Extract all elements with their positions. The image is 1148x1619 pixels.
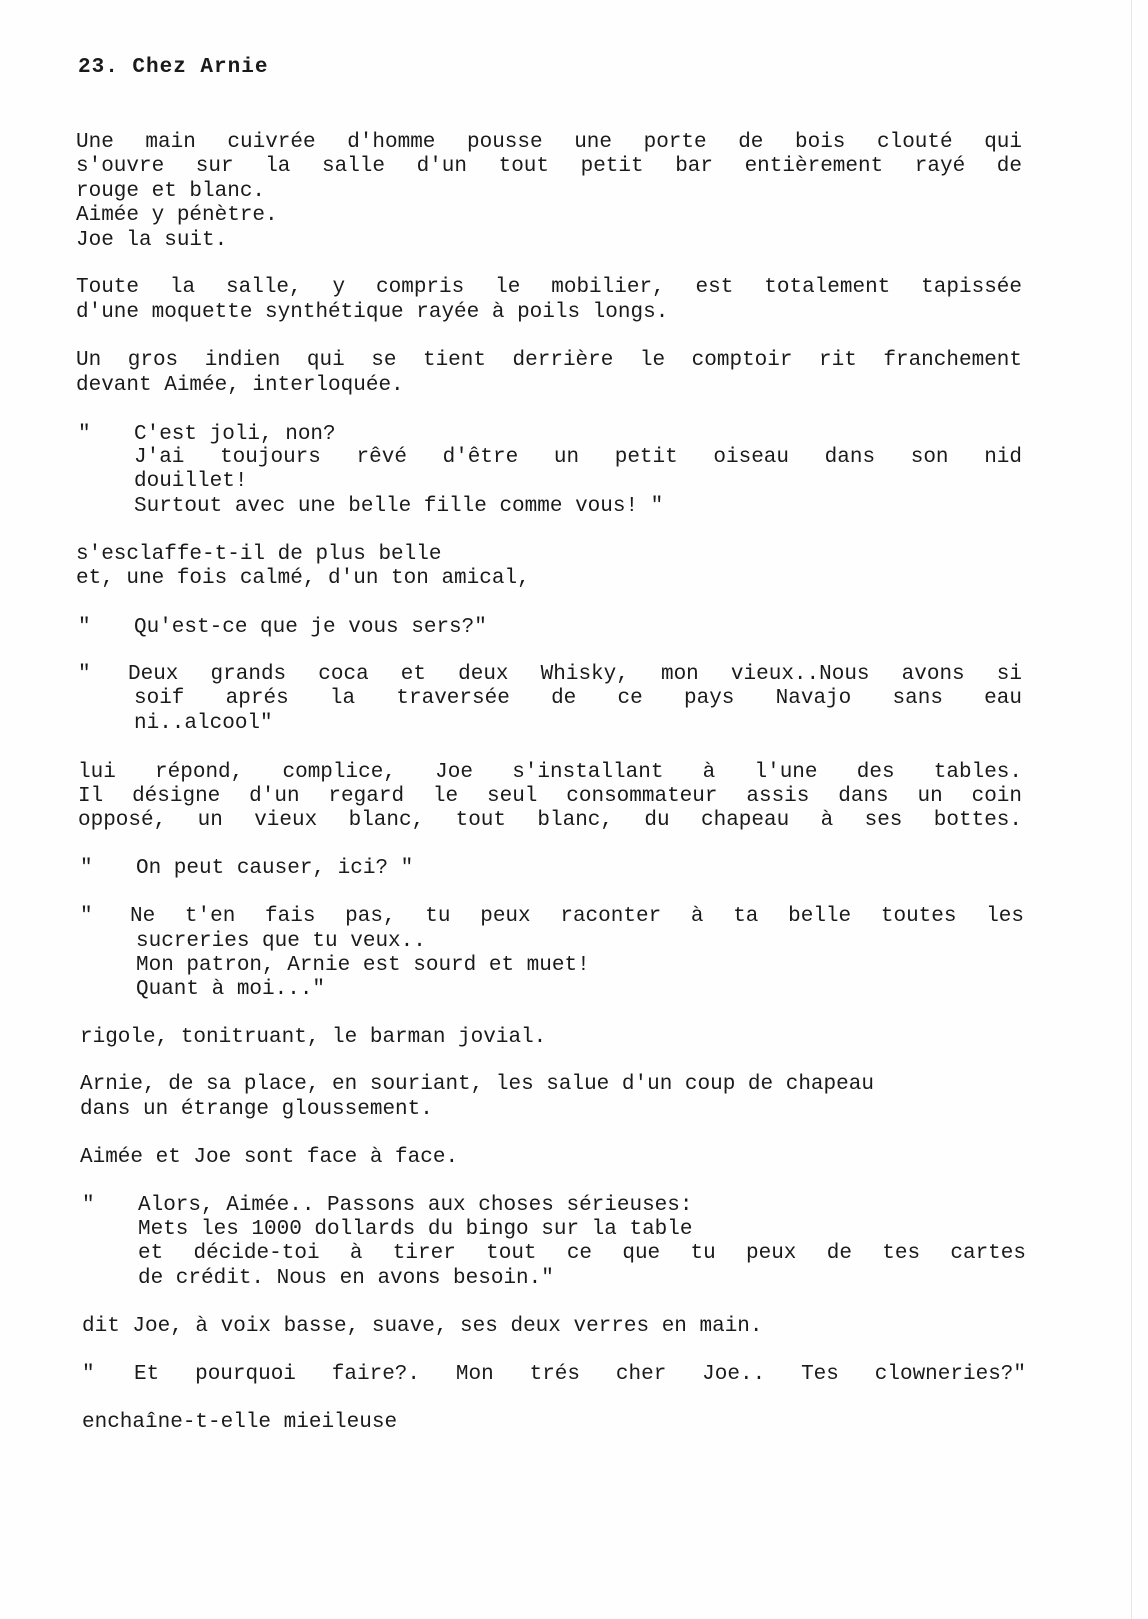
text-line: d'une moquette synthétique rayée à poils longs.	[76, 301, 669, 324]
text-line: Une main cuivrée d'homme pousse une porte de bois clouté qui	[76, 131, 1022, 154]
dialogue-quote-mark: "	[82, 1363, 95, 1386]
dialogue-line: Et pourquoi faire?. Mon trés cher Joe.. Tes clowneries?"	[134, 1363, 1026, 1386]
dialogue-line: Ne t'en fais pas, tu peux raconter à ta belle toutes les	[130, 905, 1024, 928]
dialogue-line: sucreries que tu veux..	[136, 930, 426, 953]
dialogue-line: ni..alcool"	[134, 712, 273, 735]
dialogue-line: douillet!	[134, 470, 248, 493]
dialogue-quote-mark: "	[78, 423, 91, 446]
text-line: dit Joe, à voix basse, suave, ses deux verres en main.	[82, 1315, 763, 1338]
dialogue-line: Quant à moi..."	[136, 978, 326, 1001]
dialogue-line: Surtout avec une belle fille comme vous! "	[134, 495, 664, 518]
text-line: dans un étrange gloussement.	[80, 1098, 433, 1121]
text-line: opposé, un vieux blanc, tout blanc, du chapeau à ses bottes.	[78, 809, 1022, 832]
dialogue-quote-mark: "	[78, 616, 91, 639]
dialogue-line: On peut causer, ici? "	[136, 857, 414, 880]
dialogue-line: et décide-toi à tirer tout ce que tu peux de tes cartes	[138, 1242, 1026, 1265]
dialogue-line: Qu'est-ce que je vous sers?"	[134, 616, 487, 639]
dialogue-line: C'est joli, non?	[134, 423, 336, 446]
text-line: s'esclaffe-t-il de plus belle	[76, 543, 442, 566]
dialogue-quote-mark: "	[80, 857, 93, 880]
page-edge-shadow	[1131, 0, 1132, 1619]
text-line: Un gros indien qui se tient derrière le comptoir rit franchement	[76, 349, 1022, 372]
text-line: Aimée y pénètre.	[76, 204, 278, 227]
dialogue-line: Deux grands coca et deux Whisky, mon vieux..Nous avons si	[128, 663, 1022, 686]
text-line: lui répond, complice, Joe s'installant à l'une des tables.	[78, 761, 1022, 784]
text-line: Aimée et Joe sont face à face.	[80, 1146, 459, 1169]
text-line: enchaîne-t-elle mieileuse	[82, 1411, 398, 1434]
text-line: rigole, tonitruant, le barman jovial.	[80, 1026, 547, 1049]
text-line: Toute la salle, y compris le mobilier, est totalement tapissée	[76, 276, 1022, 299]
dialogue-line: soif aprés la traversée de ce pays Navajo sans eau	[134, 687, 1022, 710]
chapter-title: 23. Chez Arnie	[78, 56, 269, 79]
text-line: Joe la suit.	[76, 229, 228, 252]
text-line: et, une fois calmé, d'un ton amical,	[76, 567, 530, 590]
dialogue-quote-mark: "	[80, 905, 93, 928]
dialogue-line: Mets les 1000 dollards du bingo sur la table	[138, 1218, 693, 1241]
text-line: Il désigne d'un regard le seul consommateur assis dans un coin	[78, 785, 1022, 808]
dialogue-line: J'ai toujours rêvé d'être un petit oiseau dans son nid	[134, 446, 1022, 469]
text-line: s'ouvre sur la salle d'un tout petit bar entièrement rayé de	[76, 155, 1022, 178]
dialogue-line: de crédit. Nous en avons besoin."	[138, 1267, 554, 1290]
dialogue-line: Mon patron, Arnie est sourd et muet!	[136, 954, 590, 977]
dialogue-quote-mark: "	[82, 1194, 95, 1217]
text-line: rouge et blanc.	[76, 180, 266, 203]
dialogue-line: Alors, Aimée.. Passons aux choses sérieuses:	[138, 1194, 693, 1217]
text-line: devant Aimée, interloquée.	[76, 374, 404, 397]
text-line: Arnie, de sa place, en souriant, les salue d'un coup de chapeau	[80, 1073, 874, 1096]
dialogue-quote-mark: "	[78, 663, 91, 686]
